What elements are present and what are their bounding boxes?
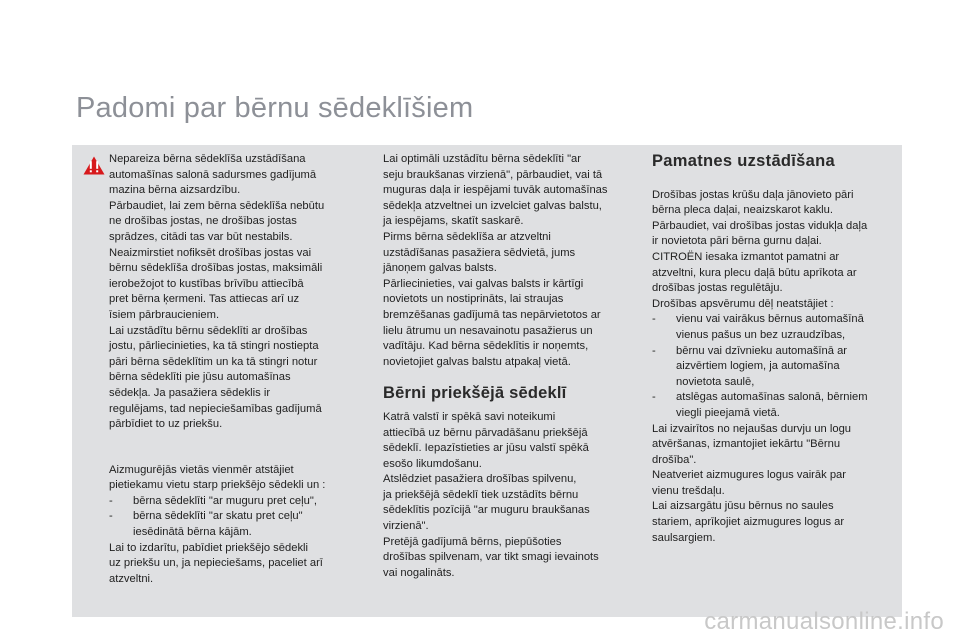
front-seat-rules-paragraph: Katrā valstī ir spēkā savi noteikumi attiecībā uz bērnu pārvadāšanu priekšējā sēdeklī. Iepazīstieties ar jūsu valstī spēkā esošo likumdošanu. Atslēdziet pasažiera drošības spilvenu, ja priekšējā sēdeklī tiek uzstādīts bērnu sēdeklītis pozīcijā "ar muguru braukšanas virzienā". Pretējā gadījumā bērns, piepūšoties drošības spilvenam, var tikt smagi ievainots vai nogalināts. — [383, 410, 599, 579]
front-seat-paragraph: Lai to izdarītu, pabīdiet priekšējo sēdekli uz priekšu un, ja nepieciešams, paceliet arī atzveltni. — [109, 541, 323, 585]
booster-paragraph: Drošības jostas krūšu daļa jānovieto pāri bērna pleca daļai, neaizskarot kaklu. Pārbaudiet, vai drošības jostas vidukļa daļa ir novietota pāri bērna gurnu daļai. CITROËN iesaka izmantot pamatni ar atzveltni, kura plecu daļā būtu aprīkota ar drošības jostas regulētāju. Drošības apsvērumu dēļ neatstājiet : — [652, 188, 868, 310]
middle-column — [383, 152, 631, 581]
list-item: - vienu vai vairākus bērnus automašīnā vienus pašus un bez uzraudzības, — [652, 312, 898, 343]
child-lock-paragraph: Lai izvairītos no nejaušas durvju un logu atvēršanas, izmantojiet iekārtu "Bērnu drošība". Neatveriet aizmugures logus vairāk par vienu trešdaļu. Lai aizsargātu jūsu bērnus no saules stariem, aprīkojiet aizmugures logus ar saulsargiem. — [652, 422, 852, 544]
list-item: - bērna sēdeklīti "ar muguru pret ceļu", — [109, 494, 359, 510]
rear-seat-paragraph: Aizmugurējās vietās vienmēr atstājiet pietiekamu vietu starp priekšējo sēdekli un : — [109, 463, 326, 492]
warning-icon — [83, 156, 105, 175]
safety-list — [652, 312, 898, 421]
rear-seat-list — [109, 494, 359, 541]
warning-paragraph: Nepareiza bērna sēdeklīša uzstādīšana automašīnas salonā sadursmes gadījumā mazina bērna aizsardzību. Pārbaudiet, lai zem bērna sēdeklīša nebūtu ne drošības jostas, ne drošības jostas sprādzes, citādi tas var būt nestabils. Neaizmirstiet nofiksēt drošības jostas vai bērnu sēdeklīša drošības jostas, maksimāli ierobežojot to kustības brīvību attiecībā pret bērna ķermeni. Tas attiecas arī uz īsiem pārbraucieniem. Lai uzstādītu bērnu sēdeklīti ar drošības jostu, pārliecinieties, ka tā stingri nostiepta pāri bērna sēdeklītim un ka tā stingri notur bērna sēdeklīti pie jūsu automašīnas sēdekļa. Ja pasažiera sēdeklis ir regulējams, tad nepieciešamības gadījumā pārbīdiet to uz priekšu. — [109, 153, 325, 431]
right-column — [652, 152, 898, 546]
list-item: - atslēgas automašīnas salonā, bērniem viegli pieejamā vietā. — [652, 390, 898, 421]
section-heading-front-seat: Bērni priekšējā sēdeklī — [383, 384, 567, 403]
page-title: Padomi par bērnu sēdeklīšiem — [76, 92, 474, 124]
section-heading-booster: Pamatnes uzstādīšana — [652, 152, 835, 170]
list-item: - bērnu vai dzīvnieku automašīnā ar aizvērtiem logiem, ja automašīna novietota saulē, — [652, 344, 898, 391]
headrest-paragraph: Lai optimāli uzstādītu bērna sēdeklīti "ar seju braukšanas virzienā", pārbaudiet, vai tā muguras daļa ir iespējami tuvāk automašīnas sēdekļa atzveltnei un izvelciet galvas balstu, ja iespējams, skatīt saskarē. Pirms bērna sēdeklīša ar atzveltni uzstādīšanas pasažiera sēdvietā, jums jānoņem galvas balsts. Pārliecinieties, vai galvas balsts ir kārtīgi novietots un nostiprināts, lai straujas bremzēšanas gadījumā tas nepārvietotos ar lielu ātrumu un nesavainotu pasažierus un vadītāju. Kad bērna sēdeklītis ir noņemts, novietojiet galvas balstu atpakaļ vietā. — [383, 153, 608, 368]
list-item: - bērna sēdeklīti "ar skatu pret ceļu" iesēdinātā bērna kājām. — [109, 509, 359, 540]
watermark: carmanualsonline.info — [704, 608, 944, 635]
left-column — [109, 152, 359, 587]
